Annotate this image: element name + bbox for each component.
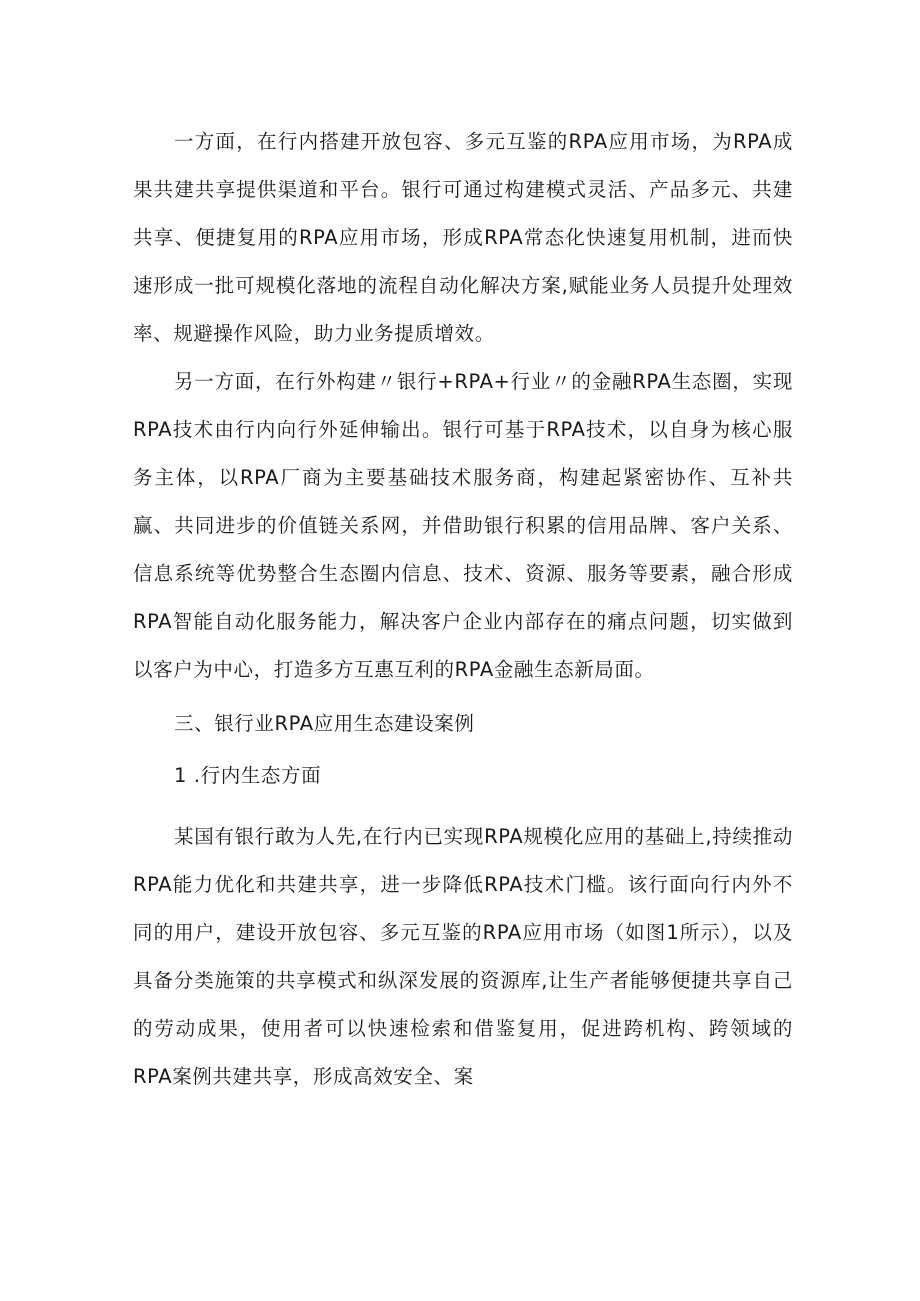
subsection-heading: 1 .行内生态方面 [174,764,322,787]
section-heading: 三、银行业RPA应用生态建设案例 [174,712,475,735]
paragraph-external-ecosystem: 另一方面，在行外构建〃银行+RPA+行业〃的金融RPA生态圈，实现RPA技术由行内向行外延伸输出。银行可基于RPA技术，以自身为核心服务主体，以RPA厂商为主要基础技术服务商，构建起紧密协作、互补共赢、共同进步的价值链关系网，并借助银行积累的信用品牌、客户关系、信息系统等优势整合生态圈内信息、技术、资源、服务等要素，融合形成RPA智能自动化服务能力，解决客户企业内部存在的痛点问题，切实做到以客户为中心，打造多方互惠互利的RPA金融生态新局面。 [133,370,793,681]
paragraph-bank-case: 某国有银行敢为人先,在行内已实现RPA规模化应用的基础上,持续推动RPA能力优化和共建共享，进一步降低RPA技术门槛。该行面向行内外不同的用户，建设开放包容、多元互鉴的RPA应用市场（如图1所示），以及具备分类施策的共享模式和纵深发展的资源库,让生产者能够便捷共享自己的劳动成果，使用者可以快速检索和借鉴复用，促进跨机构、跨领域的RPA案例共建共享，形成高效安全、案 [133,825,793,1088]
paragraph-internal-market: 一方面，在行内搭建开放包容、多元互鉴的RPA应用市场，为RPA成果共建共享提供渠道和平台。银行可通过构建模式灵活、产品多元、共建共享、便捷复用的RPA应用市场，形成RPA常态化快速复用机制，进而快速形成一批可规模化落地的流程自动化解决方案,赋能业务人员提升处理效率、规避操作风险，助力业务提质增效。 [133,130,793,345]
